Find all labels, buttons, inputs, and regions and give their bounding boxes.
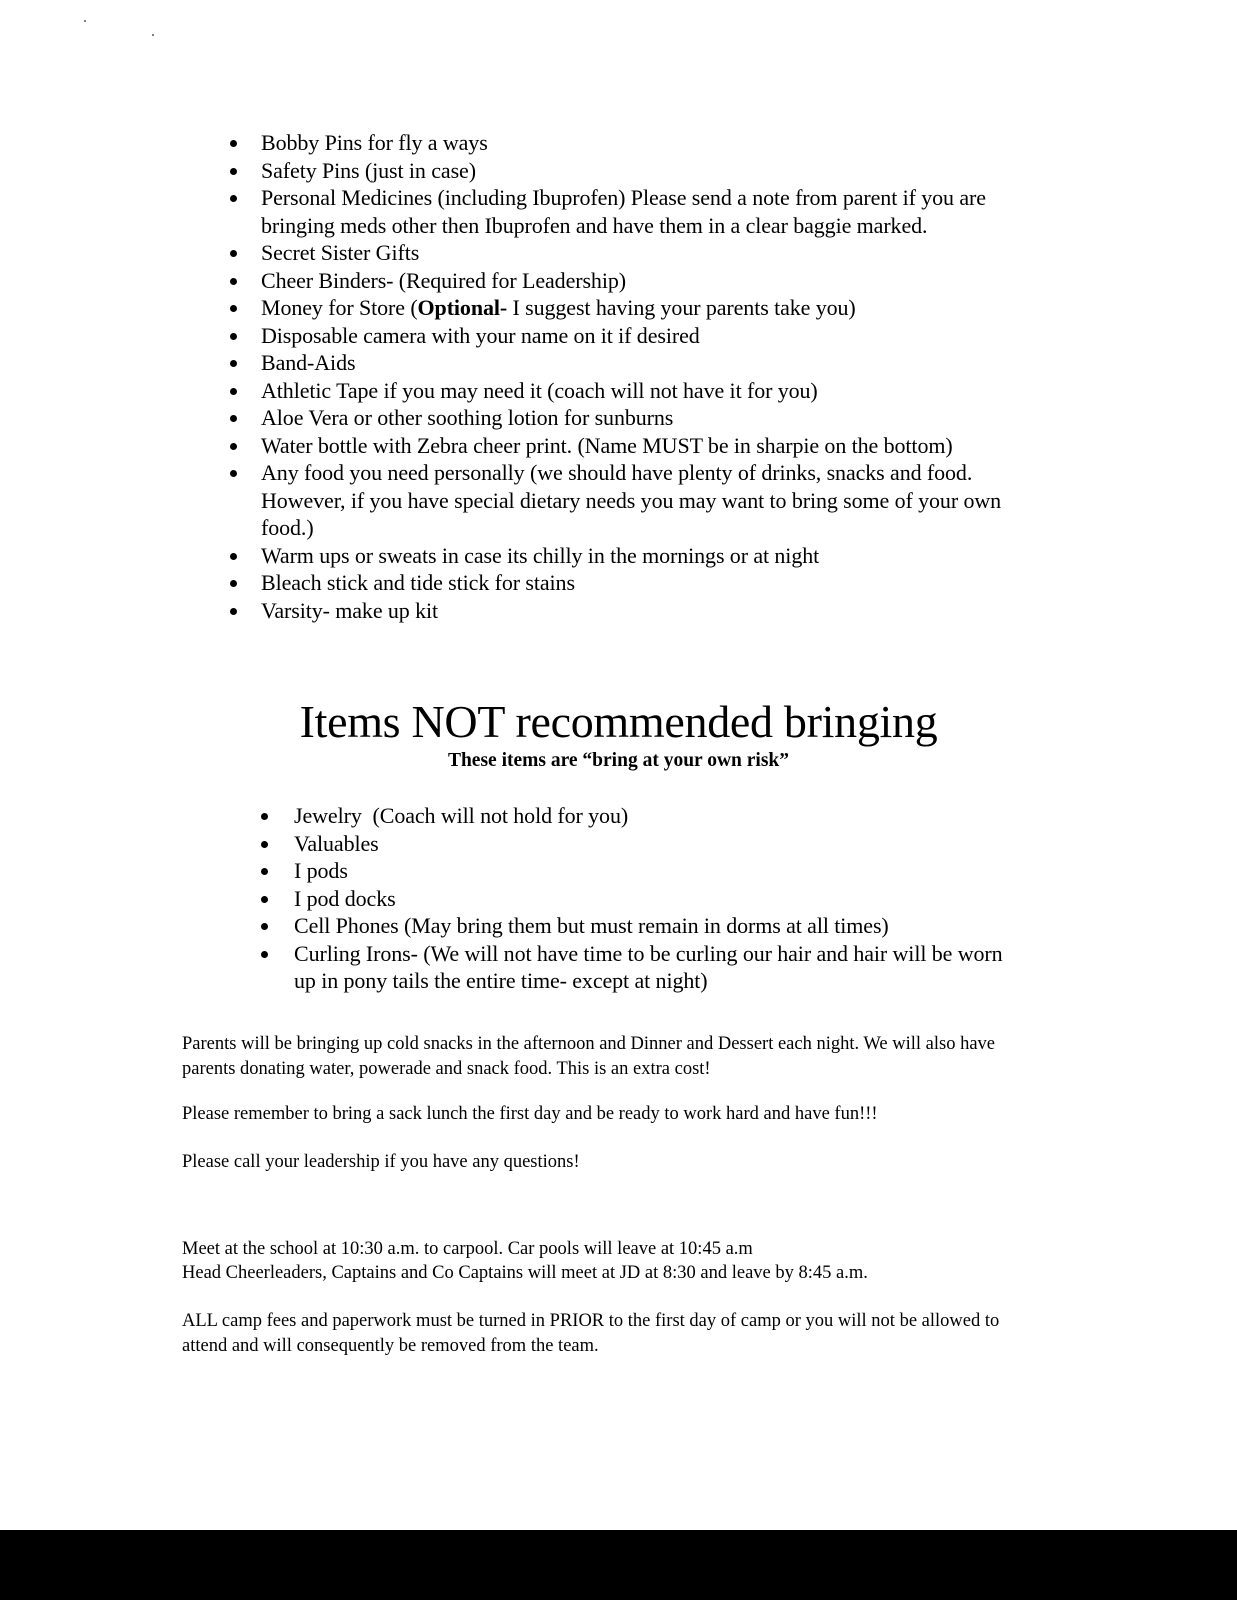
- bullet-icon: [230, 195, 237, 202]
- bullet-icon: [261, 841, 268, 848]
- scan-speck: [152, 34, 154, 36]
- parents-snacks-note: Parents will be bringing up cold snacks in the afternoon and Dinner and Dessert each night. We will also have parents donating water, powerade and snack food. This is an extra cost!: [182, 1034, 995, 1079]
- list-item: Safety Pins (just in case): [261, 157, 1061, 185]
- bullet-icon: [261, 923, 268, 930]
- list-item: Valuables: [294, 830, 1044, 858]
- optional-emphasis: Optional-: [417, 295, 508, 320]
- bullet-icon: [230, 470, 237, 477]
- scan-border: [0, 1530, 1237, 1600]
- list-item: I pods: [294, 857, 1044, 885]
- bullet-icon: [230, 250, 237, 257]
- list-item: Personal Medicines (including Ibuprofen) Please send a note from parent if you are bringing meds other then Ibuprofen and have them in a clear baggie marked.: [261, 184, 1051, 239]
- sack-lunch-note: Please remember to bring a sack lunch the first day and be ready to work hard and have fun!!!: [182, 1104, 878, 1124]
- list-item: I pod docks: [294, 885, 1044, 913]
- captains-meet-line: Head Cheerleaders, Captains and Co Captains will meet at JD at 8:30 and leave by 8:45 a.m.: [182, 1263, 868, 1283]
- bullet-icon: [230, 140, 237, 147]
- list-item: Curling Irons- (We will not have time to be curling our hair and hair will be worn up in pony tails the entire time- except at night): [294, 940, 1024, 995]
- call-leadership-note: Please call your leadership if you have any questions!: [182, 1152, 580, 1172]
- bullet-icon: [261, 813, 268, 820]
- bullet-icon: [261, 896, 268, 903]
- not-recommended-items-list: [294, 802, 1044, 995]
- scan-speck: [84, 20, 86, 22]
- list-item: Any food you need personally (we should have plenty of drinks, snacks and food. However, if you have special dietary needs you may want to bring some of your own food.): [261, 459, 1051, 542]
- list-item: Disposable camera with your name on it if desired: [261, 322, 1061, 350]
- list-item: Warm ups or sweats in case its chilly in the mornings or at night: [261, 542, 1061, 570]
- bullet-icon: [261, 868, 268, 875]
- not-recommended-heading: Items NOT recommended bringing: [299, 696, 938, 747]
- list-item: Money for Store (Optional- I suggest having your parents take you): [261, 294, 1061, 322]
- bullet-icon: [230, 360, 237, 367]
- not-recommended-subheading: These items are “bring at your own risk”: [447, 750, 790, 771]
- list-item: Water bottle with Zebra cheer print. (Name MUST be in sharpie on the bottom): [261, 432, 1061, 460]
- bullet-icon: [230, 278, 237, 285]
- bullet-icon: [230, 608, 237, 615]
- list-item: Secret Sister Gifts: [261, 239, 1061, 267]
- bullet-icon: [230, 388, 237, 395]
- bullet-icon: [230, 580, 237, 587]
- list-item: Jewelry (Coach will not hold for you): [294, 802, 1044, 830]
- list-item: Athletic Tape if you may need it (coach will not have it for you): [261, 377, 1061, 405]
- list-item: Cell Phones (May bring them but must remain in dorms at all times): [294, 912, 1044, 940]
- meet-time-line: Meet at the school at 10:30 a.m. to carpool. Car pools will leave at 10:45 a.m: [182, 1239, 753, 1259]
- list-item: Bobby Pins for fly a ways: [261, 129, 1061, 157]
- list-item: Bleach stick and tide stick for stains: [261, 569, 1061, 597]
- bullet-icon: [230, 443, 237, 450]
- list-item: Varsity- make up kit: [261, 597, 1061, 625]
- bullet-icon: [230, 168, 237, 175]
- bullet-icon: [230, 553, 237, 560]
- list-item: Aloe Vera or other soothing lotion for sunburns: [261, 404, 1061, 432]
- recommended-items-list: [261, 129, 1061, 624]
- bullet-icon: [230, 415, 237, 422]
- bullet-icon: [261, 951, 268, 958]
- list-item: Band-Aids: [261, 349, 1061, 377]
- bullet-icon: [230, 305, 237, 312]
- camp-fees-note: ALL camp fees and paperwork must be turned in PRIOR to the first day of camp or you will not be allowed to attend and will consequently be removed from the team.: [182, 1311, 1000, 1356]
- list-item: Cheer Binders- (Required for Leadership): [261, 267, 1061, 295]
- bullet-icon: [230, 333, 237, 340]
